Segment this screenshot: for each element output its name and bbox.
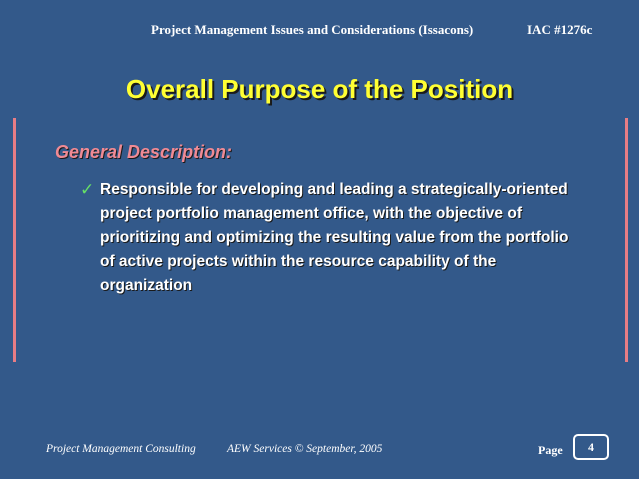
course-title: Project Management Issues and Considerations (Issacons) <box>151 22 474 37</box>
course-code: IAC #1276c <box>527 22 593 37</box>
slide-header <box>0 22 639 42</box>
footer-company: Project Management Consulting <box>46 443 196 455</box>
bullet-text: Responsible for developing and leading a strategically-oriented project portfolio management office, with the objective of prioritizing and optimizing the resulting value from the portfolio of active projects within the resource capability of the organization <box>100 181 569 294</box>
footer-copyright: AEW Services © September, 2005 <box>227 443 383 455</box>
section-subheading: General Description: <box>55 142 233 162</box>
page-label: Page <box>538 443 563 457</box>
slide-title: Overall Purpose of the Position <box>125 74 514 104</box>
right-accent-bar <box>625 118 628 362</box>
page-number: 4 <box>573 434 609 460</box>
left-accent-bar <box>13 118 16 362</box>
bullet-item <box>80 178 580 298</box>
checkmark-icon: ✓ <box>80 180 95 200</box>
